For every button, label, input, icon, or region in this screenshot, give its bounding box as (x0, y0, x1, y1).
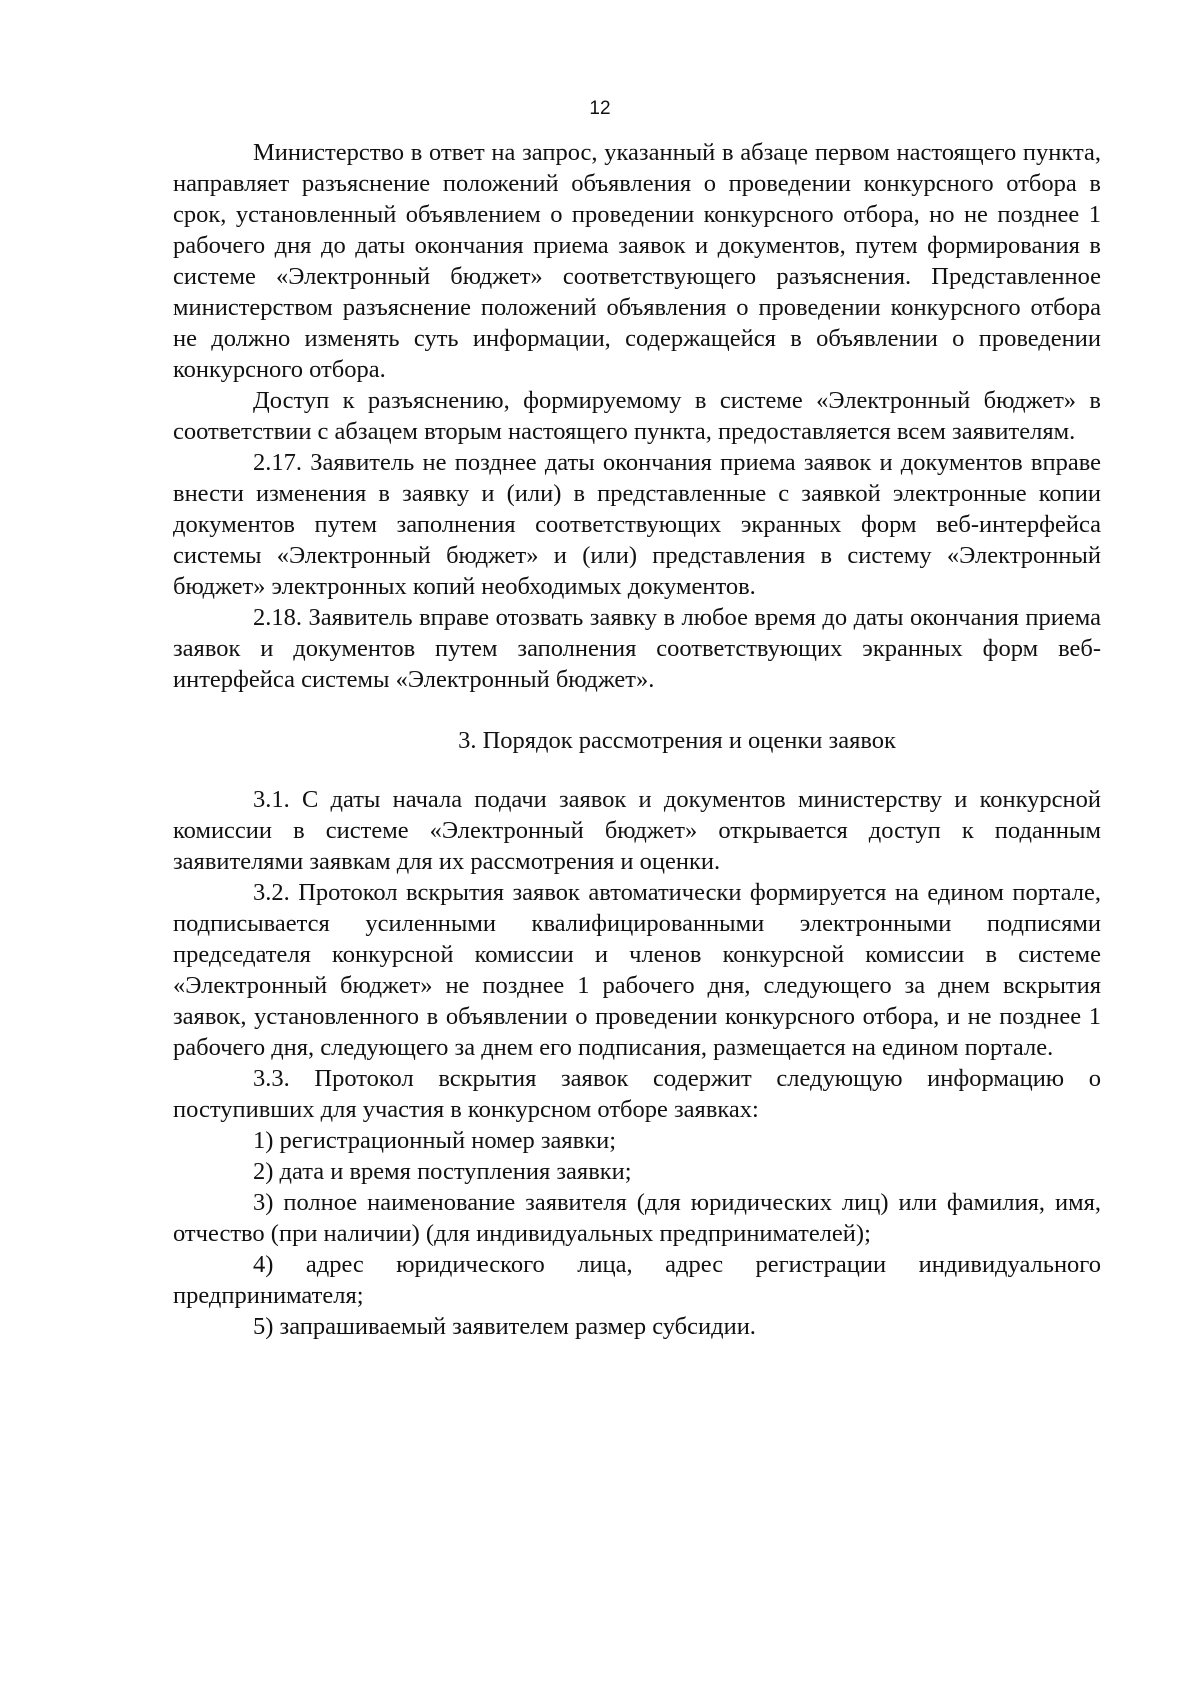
paragraph-2-17: 2.17. Заявитель не позднее даты окончания приема заявок и документов вправе внести изменения в заявку и (или) в представленные с заявкой электронные копии документов путем заполнения соответствующих экранных форм веб-интерфейса системы «Электронный бюджет» и (или) представления в систему «Электронный бюджет» электронных копий необходимых документов. (173, 449, 1101, 600)
document-body (173, 137, 1101, 1342)
list-item-1: 1) регистрационный номер заявки; (253, 1127, 617, 1154)
list-item-4: 4) адрес юридического лица, адрес регистрации индивидуального предпринимателя; (173, 1251, 1101, 1309)
list-item-2: 2) дата и время поступления заявки; (253, 1158, 632, 1185)
paragraph-3-3: 3.3. Протокол вскрытия заявок содержит следующую информацию о поступивших для участия в конкурсном отборе заявках: (173, 1065, 1101, 1123)
page-number: 12 (589, 98, 611, 119)
paragraph-3-2: 3.2. Протокол вскрытия заявок автоматически формируется на едином портале, подписывается усиленными квалифицированными электронными подписями председателя конкурсной комиссии и членов конкурсной комиссии в системе «Электронный бюджет» не позднее 1 рабочего дня, следующего за днем вскрытия заявок, установленного в объявлении о проведении конкурсного отбора, и не позднее 1 рабочего дня, следующего за днем его подписания, размещается на едином портале. (173, 879, 1101, 1061)
paragraph-2-18: 2.18. Заявитель вправе отозвать заявку в любое время до даты окончания приема заявок и документов путем заполнения соответствующих экранных форм веб-интерфейса системы «Электронный бюджет». (173, 604, 1101, 693)
paragraph-3-1: 3.1. С даты начала подачи заявок и документов министерству и конкурсной комиссии в системе «Электронный бюджет» открывается доступ к поданным заявителями заявкам для их рассмотрения и оценки. (173, 786, 1101, 875)
list-item-5: 5) запрашиваемый заявителем размер субсидии. (253, 1313, 756, 1340)
paragraph-ministry-response: Министерство в ответ на запрос, указанный в абзаце первом настоящего пункта, направляет разъяснение положений объявления о проведении конкурсного отбора в срок, установленный объявлением о проведении конкурсного отбора, но не позднее 1 рабочего дня до даты окончания приема заявок и документов, путем формирования в системе «Электронный бюджет» соответствующего разъяснения. Представленное министерством разъяснение положений объявления о проведении конкурсного отбора не должно изменять суть информации, содержащейся в объявлении о проведении конкурсного отбора. (173, 139, 1101, 383)
list-item-3: 3) полное наименование заявителя (для юридических лиц) или фамилия, имя, отчество (при наличии) (для индивидуальных предпринимателей); (173, 1189, 1101, 1247)
section-heading: 3. Порядок рассмотрения и оценки заявок (458, 727, 896, 754)
paragraph-access-clarification: Доступ к разъяснению, формируемому в системе «Электронный бюджет» в соответствии с абзацем вторым настоящего пункта, предоставляется всем заявителям. (173, 387, 1101, 445)
